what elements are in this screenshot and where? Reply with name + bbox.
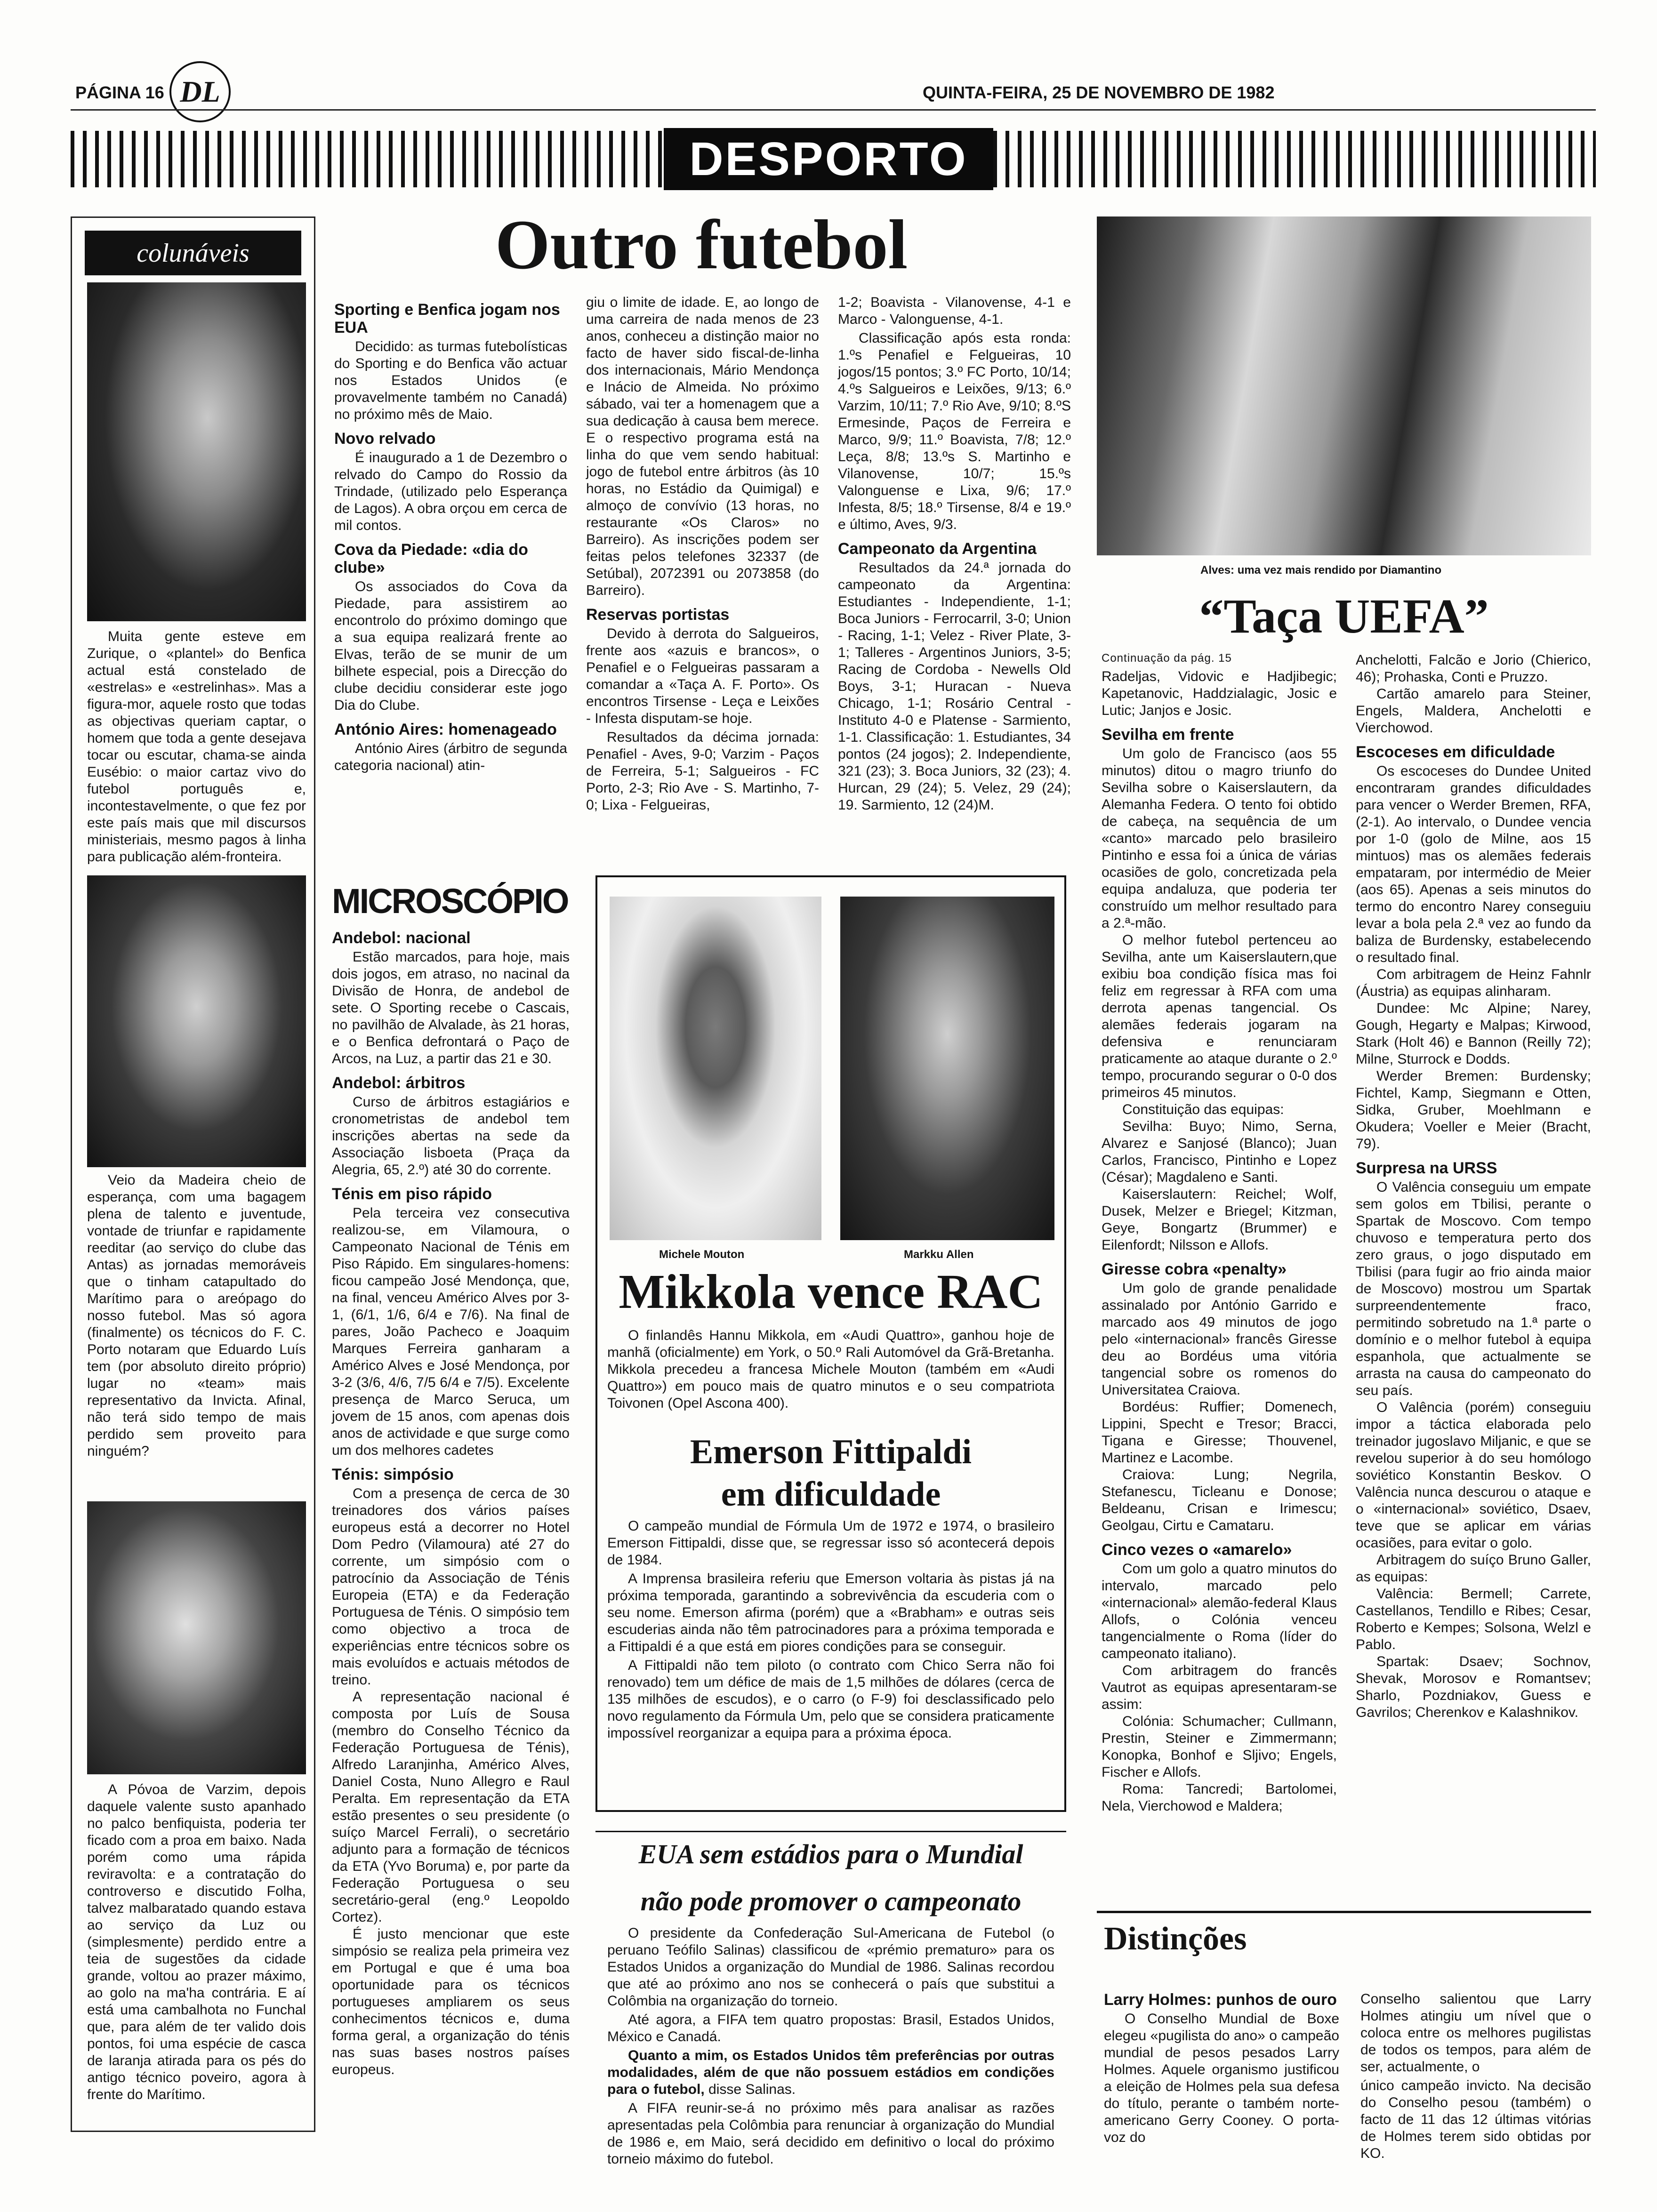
paragraph-part: O Valência conseguiu um empate sem golos em Tbilisi, perante o Spartak de Moscovo. Com tempo chuvoso e temperatura perto dos zero graus, o jogo disputado em Tbilisi (para fugir ao frio ainda maior de Moscovo) mostrou um Spartak surpreendentemente fraco, permitindo sobretudo na 1.ª parte o domínio e o melhor futebol à equipa espanhola, que actualmente se arrasta na causa do campeonato do seu país. [1356,1179,1591,1398]
uefa-title: “Taça UEFA” [1199,589,1489,643]
paragraph-part: Um golo de grande penalidade assinalado por António Garrido e marcado aos 49 minutos de jogo pelo «internacional» francês Giresse deu ao Bordéus uma vitória tangencial sobre os romenos do Universitatea Craiova. [1102,1281,1337,1398]
distincoes-title: Distinções [1104,1921,1247,1957]
distincoes-col-2 [1360,1991,1591,2160]
section-banner [664,128,993,190]
microscopio-paragraph: Estão marcados, para hoje, mais dois jogos, em atraso, no nacinal da Divisão de Honra, de andebol de sete. O Sporting recebe o Cascais, no pavilhão de Alvalade, às 21 horas, e o Benfica defrontará o Paço de Arcos, na Luz, a partir das 21 e 30. [332,949,570,1066]
colunaveis-label-box [85,231,301,275]
fittipaldi-paragraph: A Imprensa brasileira referiu que Emerson voltaria às pistas já na próxima temporada, garantindo a sobrevivência da escuderia com o seu nome. Emerson afirma (porém) que a «Brabham» e outras seis escuderias ainda não têm patrocinadores para a próxima temporada e a Fittipaldi é a que está em piores condições para se conseguir. [607,1571,1054,1654]
colunaveis-text-2 [87,1172,306,1492]
microscopio-label: MICROSCÓPIO [332,882,568,921]
distincoes-col-1 [1104,1991,1339,2160]
paragraph-part: Spartak: Dsaev; Sochnov, Shevak, Morosov e Romantsev; Sharlo, Pozdniakov, Guess e Gavrilos; Cherenkov e Kalashnikov. [1356,1654,1591,1720]
outro-paragraph: Resultados da 24.ª jornada do campeonato da Argentina: Estudiantes - Independiente, 1-1; Boca Juniors - Ferrocarril, 3-0; Union - Racing, 1-1; Velez - River Plate, 3-1; Talleres - Argentinos Juniors, 3-5; Racing de Cordoba - Newells Old Boys, 3-1; Huracan - Nueva Chicago, 1-1; Rosário Central - Instituto 4-0 e Platense - Sarmiento, 1-1. Classificação: 1. Estudiantes, 34 pontos (24 jogos); 2. Independiente, 321 (23); 3. Boca Juniors, 32 (23); 4. Hurcan, 29 (24); 5. Velez, 29 (24); 19. Sarmiento, 12 (24)M. [838,560,1071,813]
uefa-heading: Escoceses em dificuldade [1356,743,1555,761]
outro-paragraph: Resultados da décima jornada: Penafiel - Aves, 9-0; Varzim - Paços de Ferreira, 5-1; Salgueiros - FC Porto, 2-3; Rio Ave - S. Martinho, 7-0; Lixa - Felgueiras, [586,729,819,813]
header-rule [71,109,1596,111]
fittipaldi-paragraph: A Fittipaldi não tem piloto (o contrato com Chico Serra não foi renovado) tem um défice de mais de 1,5 milhões de dólares (cerca de 135 milhões de escudos), e o carro (o F-9) foi desclassificado pelo novo regulamento da Fórmula Um, pelo que se considera praticamente impossível reorganizar a equipa para a próxima época. [607,1658,1054,1741]
colunaveis-label: colunáveis [137,238,249,268]
paragraph-part: Werder Bremen: Burdensky; Fichtel, Kamp, Siegmann e Otten, Sidka, Gruber, Moehlmann e Okudera; Voeller e Meier (Bracht, 79). [1356,1068,1591,1152]
paragraph-part: O melhor futebol pertenceu ao Sevilha, ante um Kaiserslautern,que exibiu boa condição física mas foi feliz em regressar à RFA com uma derrota apenas tangencial. Os alemães federais jogaram na defensiva e renunciaram praticamente ao ataque durante o 2.º tempo, procurando segurar o 0-0 dos primeiros 45 minutos. [1102,932,1337,1100]
eua-text [607,1925,1054,2167]
microscopio-column [332,922,570,2156]
fittipaldi-text [607,1518,1054,1805]
uefa-paragraph [1102,1561,1337,1815]
outro-col-2 [586,294,819,864]
uefa-continuation: Continuação da pág. 15 [1102,652,1232,665]
rac-text [607,1327,1054,1421]
outro-paragraph: Classificação após esta ronda: 1.ºs Penafiel e Felgueiras, 10 jogos/15 pontos; 3.º FC Porto, 10/14; 4.ºs Salgueiros e Leixões, 9/13; 6.º Varzim, 10/11; 7.º Rio Ave, 9/10; 8.ºS Ermesinde, Paços de Ferreira e Marco, 9/9; 11.º Boavista, 7/8; 12.º Leça, 8/8; 13.ºs S. Martinho e Vilanovense, 10/7; 15.ºs Valonguense e Lixa, 9/6; 17.º Infesta, 8/5; 18.º Tirsense, 8/4 e 19.º e último, Aves, 9/3. [838,330,1071,532]
uefa-paragraph [1356,1179,1591,1721]
logo-text: DL [180,75,220,108]
paragraph-part: Anchelotti, Falcão e Jorio (Chierico, 46); Prohaska, Conti e Pruzzo. [1356,652,1591,685]
section-stripe-left [71,131,664,187]
outro-col-1 [334,294,567,864]
uefa-paragraph [1102,1280,1337,1534]
eua-quote-end: disse Salinas. [704,2082,796,2097]
paragraph-part: Arbitragem do suíço Bruno Galler, as equipas: [1356,1552,1591,1585]
eua-quote: Quanto a mim, os Estados Unidos têm preferências por outras modalidades, além de que não possuem estádios em condições para o futebol, [607,2048,1054,2097]
rac-title: Mikkola vence RAC [619,1265,1043,1319]
uefa-col-1 [1102,668,1337,1892]
outro-heading: Sporting e Benfica jogam nos EUA [334,301,560,337]
paragraph-part: Kaiserslautern: Reichel; Wolf, Dusek, Melzer e Briegel; Kitzman, Geye, Bongartz (Brummer) e Eilenfordt; Nilsson e Allofs. [1102,1186,1337,1253]
outro-heading: Campeonato da Argentina [838,540,1037,558]
paragraph-part: Sevilha: Buyo; Nimo, Serna, Alvarez e Sanjosé (Blanco); Juan Carlos, Francisco, Pintinho e Lopez (César); Magdaleno e Santi. [1102,1119,1337,1185]
paragraph-part: Constituição das equipas: [1122,1102,1284,1117]
michele-mouton-photo [610,897,821,1240]
outro-paragraph: 1-2; Boavista - Vilanovense, 4-1 e Marco - Valonguense, 4-1. [838,295,1071,327]
eua-paragraph: O presidente da Confederação Sul-Americana de Futebol (o peruano Teófilo Salinas) classificou de «prémio prematuro» para os Estados Unidos a organização do Mundial de 1986. Salinas recordou que até ao próximo ano nos se conhecerá o país que substitui a Colômbia na organização do torneio. [607,1925,1054,2009]
markku-alen-photo [840,897,1054,1240]
outro-heading: Reservas portistas [586,606,730,624]
outro-heading: Novo relvado [334,430,436,448]
outro-paragraph: giu o limite de idade. E, ao longo de uma carreira de nada menos de 23 anos, conheceu a distinção maior no facto de haver sido fiscal-de-linha dos internacionais, Mário Mendonça e Inácio de Almeida. No próximo sábado, vai ter a homenagem que a sua dedicação à causa bem merece. E o respectivo programa está na linha do que vem sendo habitual: jogo de futebol entre árbitros (às 10 horas, no Estádio da Quimigal) e almoço de convívio (13 horas, no restaurante «Os Claros» no Barreiro). As inscrições podem ser feitas pelos telefones 32337 (de Setúbal), 2072391 ou 2073858 (do Barreiro). [586,295,819,598]
section-stripe-right [993,131,1596,187]
distincoes-paragraph: único campeão invicto. Na decisão do Conselho pesou (também) o facto de 11 das 12 últimas vitórias de Holmes terem sido obtidas por KO. [1360,2078,1591,2161]
paragraph-part: Os escoceses do Dundee United encontraram grandes dificuldades para vencer o Werder Bremen, RFA, (2-1). Ao intervalo, o Dundee vencia por 1-0 (golo de Milne, aos 15 mintuos) mas os alemães federais empataram, por intermédio de Meier (aos 65). Apenas a seis minutos do termo do encontro Narey conseguiu levar a bola pela 2.ª vez ao fundo da baliza de Burdensky, estabelecendo o resultado final. [1356,763,1591,965]
paragraph-part: Colónia: Schumacher; Cullmann, Prestin, Steiner e Zimmermann; Konopka, Bonhof e Sljivo; Engels, Fischer e Allofs. [1102,1714,1337,1780]
uefa-col-2 [1356,652,1591,1892]
microscopio-heading: Ténis em piso rápido [332,1185,492,1203]
section-title: DESPORTO [689,132,968,185]
outro-paragraph: É inaugurado a 1 de Dezembro o relvado do Campo do Rossio da Trindade, (utilizado pelo Esperança de Lagos). A obra orçou em cerca de mil contos. [334,450,567,533]
uefa-heading: Giresse cobra «penalty» [1102,1260,1287,1278]
folha-photo [87,1501,306,1774]
uefa-heading: Sevilha em frente [1102,726,1234,744]
distincoes-rule [1097,1911,1591,1913]
paragraph-part: Um golo de Francisco (aos 55 minutos) ditou o magro triunfo do Sevilha sobre o Kaiserslautern, da Alemanha Federa. O tento foi obtido de cabeça, na sequência de um «canto» marcado pelo brasileiro Pintinho e essa foi a única de várias ocasiões de golo, concretizada pela equipa andaluza, que poderia ter construído um melhor resultado para a 2.ª-mão. [1102,746,1337,931]
paragraph-part: Bordéus: Ruffier; Domenech, Lippini, Specht e Tresor; Bracci, Tigana e Giresse; Thouvenel, Martinez e Lacombe. [1102,1399,1337,1466]
newspaper-logo [169,61,231,122]
fittipaldi-title-2: em dificuldade [721,1475,941,1514]
paragraph-part: Valência: Bermell; Carrete, Castellanos, Tendillo e Ribes; Cesar, Roberto e Kempes; Solsona, Welzl e Pablo. [1356,1586,1591,1652]
eua-title-1: EUA sem estádios para o Mundial [638,1839,1023,1869]
microscopio-paragraph [332,1485,570,2078]
fittipaldi-paragraph: O campeão mundial de Fórmula Um de 1972 e 1974, o brasileiro Emerson Fittipaldi, disse que, se regressar isso só acontecerá depois de 1984. [607,1518,1054,1568]
issue-date: QUINTA-FEIRA, 25 DE NOVEMBRO DE 1982 [923,83,1275,102]
colunaveis-paragraph: Muita gente esteve em Zurique, o «plantel» do Benfica actual está constelado de «estrelas» e «estrelinhas». Mas a figura-mor, aquele rosto que todas as objectivas queriam captar, o homem que toda a gente desejava tocar ou escutar, chama-se ainda Eusébio: o maior cartaz vivo do futebol português e, incontestavelmente, o que fez por este país mais que mil discursos ministeriais, mesmo pagos à linha para publicação além-fronteira. [87,629,306,865]
uefa-paragraph [1102,745,1337,1254]
colunaveis-text-3 [87,1781,306,2130]
eua-title-2: não pode promover o campeonato [640,1886,1022,1916]
paragraph-part: Craiova: Lung; Negrila, Stefanescu, Ticleanu e Donose; Beldeanu, Crisan e Irimescu; Geolgau, Cirtu e Camataru. [1102,1467,1337,1533]
uefa-paragraph [1356,763,1591,1153]
eua-paragraph: Até agora, a FIFA tem quatro propostas: Brasil, Estados Unidos, México e Canadá. [607,2012,1054,2044]
uefa-heading: Cinco vezes o «amarelo» [1102,1541,1292,1559]
paragraph-part: O Valência (porém) conseguiu impor a táctica elaborada pelo treinador jugoslavo Miljanic, e que se revelou superior à do seu homólogo soviético Konstantin Beskov. O Valência nunca descurou o ataque e o «internacional» soviético, Dsaev, teve que se aplicar em várias ocasiões, para evitar o golo. [1356,1400,1591,1551]
uefa-photo-caption: Alves: uma vez mais rendido por Diamantino [1200,564,1442,577]
page-number: PÁGINA 16 [75,83,164,102]
rac-paragraph: O finlandês Hannu Mikkola, em «Audi Quattro», ganhou hoje de manhã (oficialmente) em York, o 50.º Rali Automóvel da Grã-Bretanha. Mikkola precedeu a francesa Michele Mouton (também em «Audi Quattro») em pouco mais de quatro minutos e o seu compatriota Toivonen (Opel Ascona 400). [607,1328,1054,1411]
paragraph-part: A representação nacional é composta por Luís de Sousa (membro do Conselho Técnico da Federação Portuguesa de Ténis), Alfredo Laranjinha, Américo Alves, Daniel Costa, Nuno Allegro e Raul Peralta. Em representação da ETA estão presentes o seu presidente (o suíço Marcel Ferrali), o secretário adjunto para a formação de técnicos da ETA (Yvo Boruma) e, por parte da Federação Portuguesa o seu secretário-geral (eng.º Leopoldo Cortez). [332,1689,570,1925]
uefa-paragraph: Radeljas, Vidovic e Hadjibegic; Kapetanovic, Haddzialagic, Josic e Lutic; Janjos e Josic. [1102,669,1337,718]
eduardo-luis-photo [87,875,306,1167]
outro-paragraph: Devido à derrota do Salgueiros, frente aos «azuis e brancos», o Penafiel e o Felgueiras passaram a comandar a «Taça A. F. Porto». Os encontros Tirsense - Leça e Leixões - Infesta disputam-se hoje. [586,626,819,726]
distincoes-paragraph: Conselho salientou que Larry Holmes atingiu um nível que o coloca entre os melhores pugilistas de todos os tempos, para além de ser, actualmente, o [1360,1991,1591,2075]
microscopio-paragraph: Pela terceira vez consecutiva realizou-se, em Vilamoura, o Campeonato Nacional de Ténis em Piso Rápido. Em singulares-homens: ficou campeão José Mendonça, que, na final, venceu Américo Alves por 3-1, (6/1, 1/6, 6/4 e 7/6). Na final de pares, João Pacheco e Joaquim Marques Ferreira ganharam a Américo Alves e José Mendonça, por 3-2 (3/6, 4/6, 7/5 6/4 e 7/5). Excelente presença de Marco Seruca, um jovem de 15 anos, com apenas dois anos de actividade e que surge como um dos melhores cadetes [332,1205,570,1458]
paragraph-part: Roma: Tancredi; Bartolomei, Nela, Vierchowod e Maldera; [1102,1781,1337,1814]
paragraph-part: Com a presença de cerca de 30 treinadores dos vários países europeus está a decorrer no Hotel Dom Pedro (Vilamoura) até 27 do corrente, um simpósio com o patrocínio da Associação de Ténis Europeia (ETA) e da Federação Portuguesa de Ténis. O simpósio tem como objectivo a troca de experiências entre técnicos sobre os mais evoluídos e actuais métodos de treino. [332,1486,570,1688]
distincoes-heading: Larry Holmes: punhos de ouro [1104,1991,1337,2009]
paragraph-part: Com arbitragem do francês Vautrot as equipas apresentaram-se assim: [1102,1663,1337,1712]
uefa-photo [1097,216,1591,555]
alen-caption: Markku Allen [904,1248,974,1261]
paragraph-part: Cartão amarelo para Steiner, Engels, Maldera, Anchelotti e Vierchowod. [1356,686,1591,736]
eusebio-photo [87,282,306,621]
outro-col-3 [838,294,1071,864]
microscopio-heading: Andebol: árbitros [332,1074,466,1092]
colunaveis-paragraph: Veio da Madeira cheio de esperança, com uma bagagem plena de talento e juventude, vontade de triunfar e rapidamente reeditar (ao serviço do clube das Antas) as jornadas memoráveis que o tinham catapultado do Marítimo para o areópago do nosso futebol. Mas só agora (finalmente) os técnicos do F. C. Porto notaram que Eduardo Luís tem (por absoluto direito próprio) lugar no «team» mais representativo da Invicta. Afinal, não terá sido tempo de mais perdido sem proveito para ninguém? [87,1172,306,1459]
distincoes-paragraph: O Conselho Mundial de Boxe elegeu «pugilista do ano» o campeão mundial de pesos pesados Larry Holmes. Aquele organismo justificou a eleição de Holmes pela sua defesa do título, perante o também norte-americano Gerry Cooney. O porta-voz do [1104,2011,1339,2145]
paragraph-part: Dundee: Mc Alpine; Narey, Gough, Hegarty e Malpas; Kirwood, Stark (Holt 46) e Bannon (Reilly 72); Milne, Sturrock e Dodds. [1356,1001,1591,1067]
mouton-caption: Michele Mouton [659,1248,745,1261]
outro-heading: Cova da Piedade: «dia do clube» [334,541,528,577]
microscopio-paragraph: Curso de árbitros estagiários e cronometristas de andebol tem inscrições abertas na sede da Associação lisboeta (Praça da Alegria, 65, 2.º) até 30 do corrente. [332,1094,570,1178]
microscopio-heading: Ténis: simpósio [332,1466,454,1483]
paragraph-part: É justo mencionar que este simpósio se realiza pela primeira vez em Portugal e que é uma boa oportunidade para os técnicos portugueses ampliarem os seus conhecimentos técnicos e, duma forma geral, a organização do ténis nas suas bases nostros países europeus. [332,1926,570,2077]
outro-heading: António Aires: homenageado [334,721,557,738]
uefa-heading: Surpresa na URSS [1356,1159,1497,1177]
eua-paragraph [607,2047,1054,2098]
paragraph-part: Com arbitragem de Heinz Fahnlr (Áustria) as equipas alinharam. [1356,967,1591,999]
outro-paragraph: António Aires (árbitro de segunda categoria nacional) atin- [334,741,567,773]
paragraph-part: Com um golo a quatro minutos do intervalo, marcado pelo «internacional» alemão-federal Klaus Allofs, o Colónia venceu tangencialmente o Roma (líder do campeonato italiano). [1102,1561,1337,1661]
colunaveis-text-1 [87,628,306,864]
microscopio-heading: Andebol: nacional [332,929,471,947]
outro-paragraph: Os associados do Cova da Piedade, para assistirem ao encontrolo do próximo domingo que a sua equipa realizará frente ao Elvas, terão de se munir de um bilhete especial, pois a Direcção do clube decidiu considerar este jogo Dia do Clube. [334,579,567,713]
eua-paragraph: A FIFA reunir-se-á no próximo mês para analisar as razões apresentadas pela Colômbia para renunciar à organização do Mundial de 1986 e, em Maio, será decidido em definitivo o local do próximo torneio máximo do futebol. [607,2100,1054,2167]
uefa-paragraph [1356,652,1591,737]
outro-paragraph: Decidido: as turmas futebolísticas do Sporting e do Benfica vão actuar nos Estados Unidos (e provavelmente também no Canadá) no próximo mês de Maio. [334,339,567,422]
fittipaldi-title-1: Emerson Fittipaldi [690,1433,972,1471]
colunaveis-paragraph: A Póvoa de Varzim, depois daquele valente susto apanhado no palco benfiquista, poderia ter ficado com a proa em baixo. Nada porém como uma rápida reviravolta: e a contratação do controverso e discutido Folha, talvez malbaratado quando estava ao serviço da Luz ou (simplesmente) perdido entre a teia de sugestões da cidade grande, voltou ao prazer máximo, ao golo na ma'ha contrária. E aí está uma cambalhota no Funchal que, para além de ter valido dois pontos, foi uma espécie de casca de laranja atirada para os pés do antigo técnico poveiro, agora à frente do Marítimo. [87,1782,306,2102]
outro-futebol-title: Outro futebol [495,206,908,284]
